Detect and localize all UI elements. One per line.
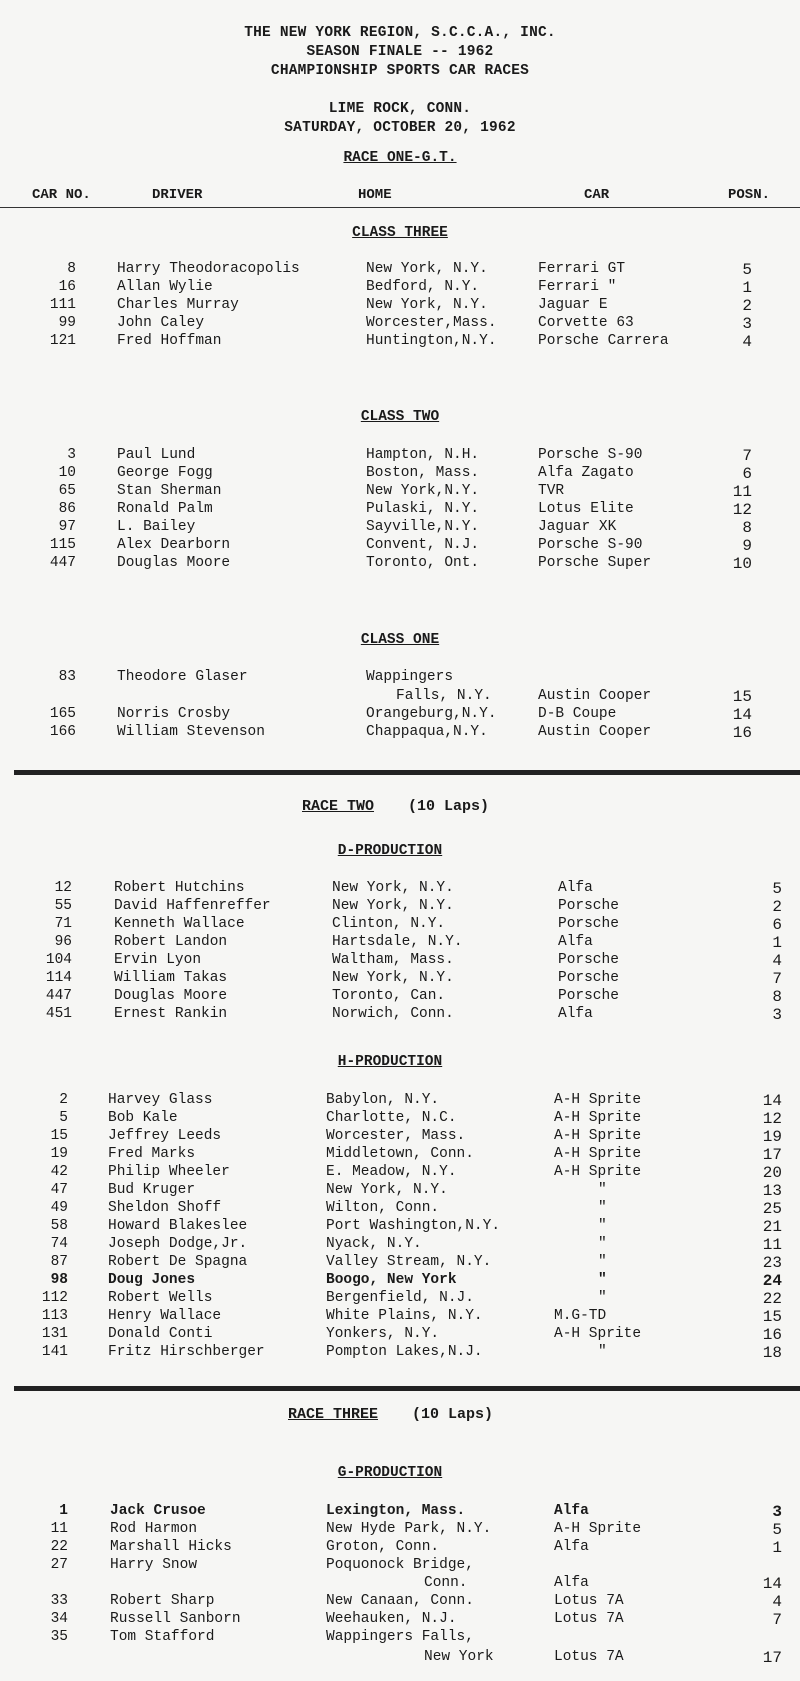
h-production-heading: H-PRODUCTION (337, 1054, 443, 1070)
finish-position: 6 (772, 916, 782, 934)
car-model: Porsche (558, 952, 619, 968)
car-number: 16 (58, 279, 76, 295)
car-number: 98 (50, 1272, 68, 1288)
car-number: 165 (49, 706, 76, 722)
driver-name: Stan Sherman (117, 483, 222, 499)
home-town: Norwich, Conn. (332, 1006, 454, 1022)
col-driver: DRIVER (152, 187, 203, 203)
finish-position: 3 (772, 1006, 782, 1024)
car-model: A-H Sprite (554, 1146, 642, 1162)
car-number: 83 (58, 669, 76, 685)
driver-name: Doug Jones (108, 1272, 196, 1288)
car-model: A-H Sprite (554, 1110, 642, 1126)
car-model: Jaguar XK (538, 519, 617, 535)
driver-name: Ernest Rankin (114, 1006, 228, 1022)
car-model: D-B Coupe (538, 706, 617, 722)
car-model: Porsche Carrera (538, 333, 669, 349)
car-model: A-H Sprite (554, 1521, 642, 1537)
car-number: 104 (45, 952, 72, 968)
car-model: Alfa (554, 1539, 589, 1555)
race-three-name: RACE THREE (288, 1406, 379, 1423)
car-number: 33 (50, 1593, 68, 1609)
home-town: Groton, Conn. (326, 1539, 440, 1555)
car-model: Lotus 7A (554, 1649, 624, 1665)
car-model: Alfa (558, 880, 593, 896)
finish-position: 16 (762, 1326, 782, 1344)
finish-position: 7 (772, 970, 782, 988)
driver-name: Philip Wheeler (108, 1164, 230, 1180)
race-two-name: RACE TWO (302, 798, 375, 815)
home-town: White Plains, N.Y. (326, 1308, 483, 1324)
race-two-title (302, 798, 489, 815)
driver-name: Donald Conti (108, 1326, 213, 1342)
d-production-heading: D-PRODUCTION (337, 843, 443, 859)
car-model: Lotus Elite (538, 501, 634, 517)
home-town: Nyack, N.Y. (326, 1236, 422, 1252)
finish-position: 23 (762, 1254, 782, 1272)
car-number: 111 (49, 297, 76, 313)
car-number: 8 (67, 261, 76, 277)
car-model: Ferrari " (538, 279, 617, 295)
car-number: 58 (50, 1218, 68, 1234)
car-model: Porsche (558, 898, 619, 914)
finish-position: 1 (742, 279, 752, 297)
home-town: Wilton, Conn. (326, 1200, 440, 1216)
home-town: Pompton Lakes,N.J. (326, 1344, 483, 1360)
driver-name: Harry Snow (110, 1557, 198, 1573)
finish-position: 2 (772, 898, 782, 916)
driver-name: Alex Dearborn (117, 537, 231, 553)
car-number: 42 (50, 1164, 68, 1180)
driver-name: Robert Wells (108, 1290, 213, 1306)
race-one-title: RACE ONE-G.T. (343, 150, 457, 166)
class-one-heading: CLASS ONE (360, 632, 440, 648)
home-town: Hartsdale, N.Y. (332, 934, 463, 950)
race-two-laps: (10 Laps) (408, 798, 490, 815)
home-town: Weehauken, N.J. (326, 1611, 457, 1627)
event-location-date (0, 100, 800, 138)
car-number: 114 (45, 970, 72, 986)
car-number: 11 (50, 1521, 68, 1537)
driver-name: Bob Kale (108, 1110, 178, 1126)
home-town: New York, N.Y. (326, 1182, 448, 1198)
driver-name: Robert De Spagna (108, 1254, 248, 1270)
car-number: 99 (58, 315, 76, 331)
car-number: 49 (50, 1200, 68, 1216)
car-model: " (598, 1182, 607, 1198)
driver-name: Harvey Glass (108, 1092, 213, 1108)
home-town: Valley Stream, N.Y. (326, 1254, 492, 1270)
home-town: New York, N.Y. (332, 970, 454, 986)
finish-position: 17 (762, 1146, 782, 1164)
finish-position: 22 (762, 1290, 782, 1308)
driver-name: John Caley (117, 315, 205, 331)
driver-name: Russell Sanborn (110, 1611, 241, 1627)
home-town: Babylon, N.Y. (326, 1092, 440, 1108)
home-town: Lexington, Mass. (326, 1503, 466, 1519)
car-model: Austin Cooper (538, 688, 652, 704)
class-two-heading: CLASS TWO (360, 409, 440, 425)
car-number: 141 (41, 1344, 68, 1360)
finish-position: 14 (732, 706, 752, 724)
home-town: E. Meadow, N.Y. (326, 1164, 457, 1180)
finish-position: 14 (762, 1092, 782, 1110)
home-town: Toronto, Can. (332, 988, 446, 1004)
car-model: M.G-TD (554, 1308, 607, 1324)
col-posn: POSN. (728, 187, 771, 203)
home-town: New York, N.Y. (366, 261, 488, 277)
home-town: Convent, N.J. (366, 537, 480, 553)
car-number: 27 (50, 1557, 68, 1573)
finish-position: 2 (742, 297, 752, 315)
home-town-cont: Conn. (424, 1575, 468, 1591)
car-model: " (598, 1254, 607, 1270)
car-number: 87 (50, 1254, 68, 1270)
car-number: 74 (50, 1236, 68, 1252)
driver-name: Harry Theodoracopolis (117, 261, 300, 277)
driver-name: Paul Lund (117, 447, 196, 463)
race-three-laps: (10 Laps) (412, 1406, 494, 1423)
finish-position: 5 (772, 880, 782, 898)
finish-position: 16 (732, 724, 752, 742)
home-town: Port Washington,N.Y. (326, 1218, 501, 1234)
home-town: New York,N.Y. (366, 483, 480, 499)
col-home: HOME (358, 187, 392, 203)
driver-name: Norris Crosby (117, 706, 231, 722)
car-number: 97 (58, 519, 76, 535)
home-town: Worcester, Mass. (326, 1128, 466, 1144)
car-number: 451 (45, 1006, 72, 1022)
home-town: New York, N.Y. (366, 297, 488, 313)
driver-name: Rod Harmon (110, 1521, 198, 1537)
home-town: Sayville,N.Y. (366, 519, 480, 535)
finish-position: 15 (732, 688, 752, 706)
g-production-heading: G-PRODUCTION (337, 1465, 443, 1481)
car-model: Porsche Super (538, 555, 652, 571)
finish-position: 5 (772, 1521, 782, 1539)
car-number: 35 (50, 1629, 68, 1645)
car-number: 131 (41, 1326, 68, 1342)
car-model: Lotus 7A (554, 1593, 624, 1609)
home-town: Orangeburg,N.Y. (366, 706, 497, 722)
car-model: Alfa Zagato (538, 465, 634, 481)
driver-name: Fred Marks (108, 1146, 196, 1162)
finish-position: 8 (742, 519, 752, 537)
home-town: Boston, Mass. (366, 465, 480, 481)
car-number: 447 (49, 555, 76, 571)
event-date: SATURDAY, OCTOBER 20, 1962 (284, 120, 516, 136)
car-model: Porsche (558, 988, 619, 1004)
home-town: Pulaski, N.Y. (366, 501, 480, 517)
driver-name: Robert Hutchins (114, 880, 245, 896)
car-model: Jaguar E (538, 297, 608, 313)
car-number: 3 (67, 447, 76, 463)
car-model: Alfa (558, 934, 593, 950)
car-model: A-H Sprite (554, 1326, 642, 1342)
car-number: 121 (49, 333, 76, 349)
home-town: Bergenfield, N.J. (326, 1290, 474, 1306)
car-number: 34 (50, 1611, 68, 1627)
home-town: Toronto, Ont. (366, 555, 480, 571)
driver-name: Henry Wallace (108, 1308, 222, 1324)
car-model: Alfa (554, 1503, 589, 1519)
driver-name: Jack Crusoe (110, 1503, 206, 1519)
car-number: 112 (41, 1290, 68, 1306)
finish-position: 9 (742, 537, 752, 555)
home-town: Yonkers, N.Y. (326, 1326, 440, 1342)
driver-name: Ervin Lyon (114, 952, 202, 968)
car-model: Lotus 7A (554, 1611, 624, 1627)
section-divider (14, 1386, 800, 1391)
finish-position: 18 (762, 1344, 782, 1362)
car-number: 12 (54, 880, 72, 896)
finish-position: 19 (762, 1128, 782, 1146)
finish-position: 12 (762, 1110, 782, 1128)
car-model: " (598, 1236, 607, 1252)
document-header (0, 24, 800, 81)
car-number: 22 (50, 1539, 68, 1555)
car-number: 96 (54, 934, 72, 950)
car-number: 2 (59, 1092, 68, 1108)
home-town: Clinton, N.Y. (332, 916, 446, 932)
home-town: New Hyde Park, N.Y. (326, 1521, 492, 1537)
finish-position: 7 (742, 447, 752, 465)
home-town: New Canaan, Conn. (326, 1593, 474, 1609)
finish-position: 7 (772, 1611, 782, 1629)
location: LIME ROCK, CONN. (328, 101, 472, 117)
car-model: TVR (538, 483, 565, 499)
col-car: CAR (584, 187, 610, 203)
driver-name: Fritz Hirschberger (108, 1344, 265, 1360)
driver-name: Tom Stafford (110, 1629, 215, 1645)
car-number: 5 (59, 1110, 68, 1126)
home-town: Poquonock Bridge, (326, 1557, 474, 1573)
driver-name: Bud Kruger (108, 1182, 196, 1198)
finish-position: 12 (732, 501, 752, 519)
driver-name: Douglas Moore (117, 555, 231, 571)
car-model: Porsche (558, 970, 619, 986)
car-number: 10 (58, 465, 76, 481)
finish-position: 1 (772, 1539, 782, 1557)
home-town: Chappaqua,N.Y. (366, 724, 488, 740)
season-line: SEASON FINALE -- 1962 (306, 44, 494, 60)
section-divider (14, 770, 800, 775)
car-model: " (598, 1218, 607, 1234)
finish-position: 3 (742, 315, 752, 333)
finish-position: 20 (762, 1164, 782, 1182)
home-town: Huntington,N.Y. (366, 333, 497, 349)
car-number: 113 (41, 1308, 68, 1324)
finish-position: 4 (742, 333, 752, 351)
home-town: Hampton, N.H. (366, 447, 480, 463)
car-model: " (598, 1200, 607, 1216)
car-model: " (598, 1272, 607, 1288)
home-town-cont: Falls, N.Y. (396, 688, 492, 704)
column-headers (0, 187, 800, 208)
finish-position: 4 (772, 952, 782, 970)
car-number: 115 (49, 537, 76, 553)
finish-position: 17 (762, 1649, 782, 1667)
car-number: 47 (50, 1182, 68, 1198)
car-model: Alfa (558, 1006, 593, 1022)
class-three-heading: CLASS THREE (352, 225, 448, 241)
car-model: A-H Sprite (554, 1164, 642, 1180)
home-town: Wappingers (366, 669, 454, 685)
finish-position: 8 (772, 988, 782, 1006)
home-town: Waltham, Mass. (332, 952, 454, 968)
home-town: Charlotte, N.C. (326, 1110, 457, 1126)
finish-position: 25 (762, 1200, 782, 1218)
finish-position: 14 (762, 1575, 782, 1593)
car-model: Ferrari GT (538, 261, 626, 277)
home-town: Worcester,Mass. (366, 315, 497, 331)
driver-name: Robert Landon (114, 934, 228, 950)
home-town: New York, N.Y. (332, 880, 454, 896)
car-number: 71 (54, 916, 72, 932)
finish-position: 11 (762, 1236, 782, 1254)
org-name: THE NEW YORK REGION, S.C.C.A., INC. (244, 25, 556, 41)
driver-name: David Haffenreffer (114, 898, 271, 914)
car-model: Porsche (558, 916, 619, 932)
car-model: Porsche S-90 (538, 537, 643, 553)
car-number: 55 (54, 898, 72, 914)
home-town: Boogo, New York (326, 1272, 457, 1288)
finish-position: 4 (772, 1593, 782, 1611)
driver-name: Theodore Glaser (117, 669, 248, 685)
car-model: " (598, 1344, 607, 1360)
driver-name: Douglas Moore (114, 988, 228, 1004)
car-model: Austin Cooper (538, 724, 652, 740)
finish-position: 5 (742, 261, 752, 279)
driver-name: Allan Wylie (117, 279, 213, 295)
car-number: 166 (49, 724, 76, 740)
finish-position: 10 (732, 555, 752, 573)
driver-name: Fred Hoffman (117, 333, 222, 349)
driver-name: William Takas (114, 970, 228, 986)
finish-position: 21 (762, 1218, 782, 1236)
car-number: 15 (50, 1128, 68, 1144)
driver-name: Jeffrey Leeds (108, 1128, 222, 1144)
car-number: 447 (45, 988, 72, 1004)
finish-position: 24 (762, 1272, 782, 1290)
home-town-cont: New York (424, 1649, 494, 1665)
finish-position: 1 (772, 934, 782, 952)
car-number: 19 (50, 1146, 68, 1162)
home-town: Bedford, N.Y. (366, 279, 480, 295)
driver-name: Howard Blakeslee (108, 1218, 248, 1234)
driver-name: Ronald Palm (117, 501, 213, 517)
driver-name: Marshall Hicks (110, 1539, 232, 1555)
car-number: 1 (59, 1503, 68, 1519)
col-car-no: CAR NO. (32, 187, 91, 203)
home-town: Wappingers Falls, (326, 1629, 474, 1645)
finish-position: 15 (762, 1308, 782, 1326)
driver-name: L. Bailey (117, 519, 196, 535)
finish-position: 11 (732, 483, 752, 501)
car-number: 86 (58, 501, 76, 517)
car-model: Corvette 63 (538, 315, 634, 331)
home-town: New York, N.Y. (332, 898, 454, 914)
event-name: CHAMPIONSHIP SPORTS CAR RACES (270, 63, 530, 79)
car-model: A-H Sprite (554, 1128, 642, 1144)
driver-name: William Stevenson (117, 724, 265, 740)
finish-position: 6 (742, 465, 752, 483)
driver-name: Charles Murray (117, 297, 239, 313)
driver-name: Robert Sharp (110, 1593, 215, 1609)
race-three-title (288, 1406, 493, 1423)
driver-name: George Fogg (117, 465, 213, 481)
finish-position: 13 (762, 1182, 782, 1200)
finish-position: 3 (772, 1503, 782, 1521)
driver-name: Kenneth Wallace (114, 916, 245, 932)
home-town: Middletown, Conn. (326, 1146, 474, 1162)
car-model: Porsche S-90 (538, 447, 643, 463)
car-model: Alfa (554, 1575, 589, 1591)
driver-name: Joseph Dodge,Jr. (108, 1236, 248, 1252)
car-number: 65 (58, 483, 76, 499)
driver-name: Sheldon Shoff (108, 1200, 222, 1216)
car-model: A-H Sprite (554, 1092, 642, 1108)
car-model: " (598, 1290, 607, 1306)
